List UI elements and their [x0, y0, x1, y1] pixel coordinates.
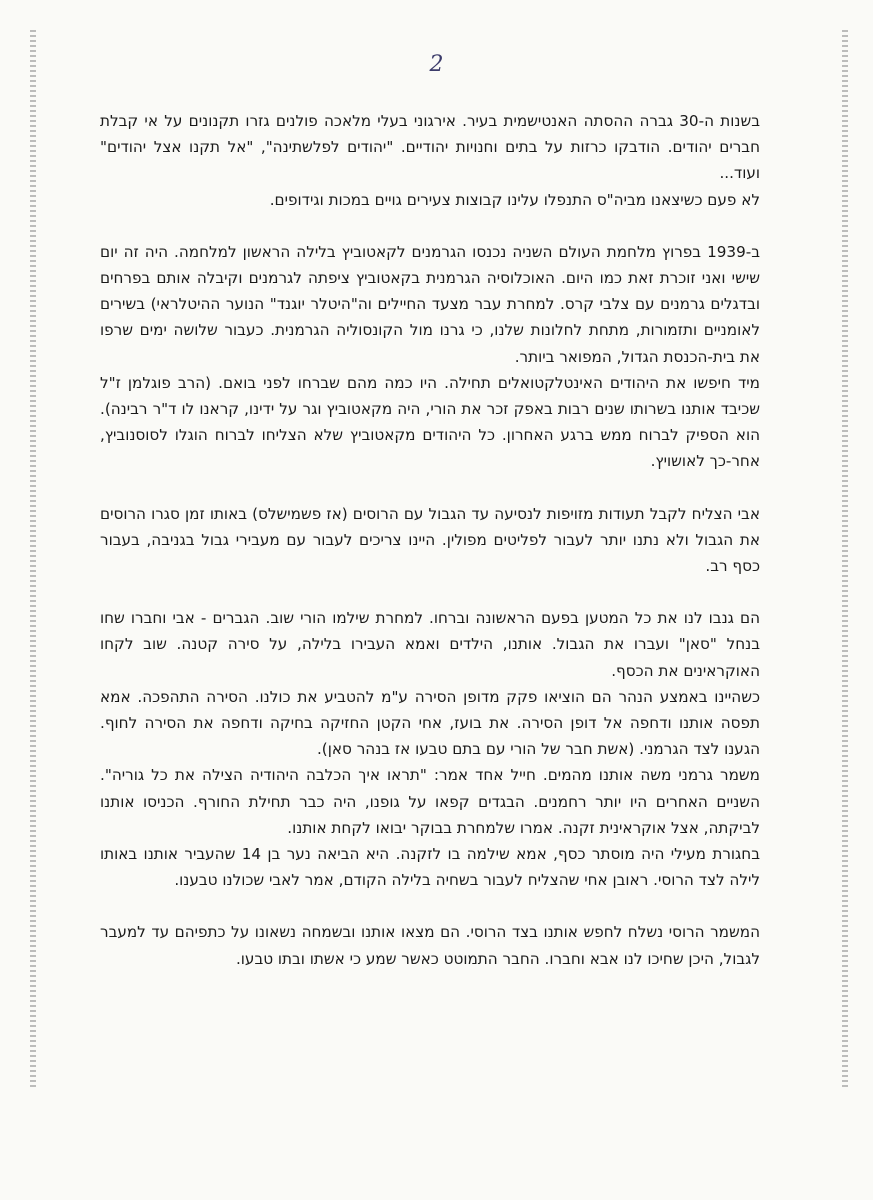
paragraph: אבי הצליח לקבל תעודות מזויפות לנסיעה עד הגבול עם הרוסים (אז פשמישלס) באותו זמן סגרו הרוסים את הגבול ולא נתנו יותר לעבור לפליטים מפולין. היינו צריכים לעבור עם מעבירי גבול בגניבה, בעבור כסף רב. [100, 504, 760, 576]
paragraph: מיד חיפשו את היהודים האינטלקטואלים תחילה. היו כמה מהם שברחו לפני בואם. (הרב פוגלמן ז"ל שכיבד אותנו בשרותו שנים רבות באפק זכר את הורי, היה מקאטוביץ וגר על ידינו, קראנו לו ד"ר רבינה). הוא הספיק לברוח ממש ברגע האחרון. כל היהודים מקאטוביץ שלא הצליחו לברוח הוגלו לסוסנוביץ, אחר-כך לאושויץ. [100, 373, 760, 471]
paragraph: לא פעם כשיצאנו מביה"ס התנפלו עלינו קבוצות צעירים גויים במכות וגידופים. [269, 190, 760, 209]
paragraph-gap [100, 213, 760, 239]
paragraph: בחגורת מעילי היה מוסתר כסף, אמא שילמה בו לזקנה. היא הביאה נער בן 14 שהעביר אותנו באותו לילה לצד הרוסי. ראובן אחי שהצליח לעבור בשחיה בלילה הקודם, אמר לאבי שכולנו טבענו. [100, 845, 760, 890]
paragraph-gap [100, 475, 760, 501]
paragraph: משמר גרמני משה אותנו מהמים. חייל אחד אמר: "תראו איך הכלבה היהודיה הצילה את כל גוריה". השניים האחרים היו יותר רחמנים. הבגדים קפאו על גופנו, היה כבר תחילת החורף. הכניסו אותנו לביקתה, אצל אוקראינית זקנה. אמרו שלמחרת בבוקר יבואו לקחת אותנו. [100, 766, 760, 837]
document-body [100, 108, 760, 972]
paragraph-gap [100, 579, 760, 605]
paragraph: בשנות ה-30 גברה ההסתה האנטישמית בעיר. אירגוני בעלי מלאכה פולנים גזרו תקנונים על אי קבלת חברים יהודים. הודבקו כרזות על בתים וחנויות יהודיים. "יהודים לפלשתינה", "אל תקנו אצל יהודים" ועוד... [100, 112, 760, 183]
paragraph: הם גנבו לנו את כל המטען בפעם הראשונה וברחו. למחרת שילמו הורי שוב. הגברים - אבי וחברו שחו בנחל "סאן" ועברו את הגבול. אותנו, הילדים ואמא העבירו בלילה, על סירה קטנה. שוב לקחו האוקראינים את הכסף. [100, 609, 760, 680]
paragraph: ב-1939 בפרוץ מלחמת העולם השניה נכנסו הגרמנים לקאטוביץ בלילה הראשון למלחמה. היה זה יום שישי ואני זוכרת זאת כמו היום. האוכלוסיה הגרמנית בקאטוביץ ציפתה לגרמנים וקיבלה אותם בפרחים ובדגלים גרמנים עם צלבי קרס. למחרת עבר מצעד החיילים וה"היטלר יוגנד" הנוער ההיטלראי) בשירים לאומניים ותזמורות, מתחת לחלונות שלנו, כי גרנו מול הקונסוליה הגרמנית. כעבור שלושה ימים שרפו את בית-הכנסת הגדול, המפואר ביותר. [100, 242, 760, 366]
paragraph-gap [100, 893, 760, 919]
left-decorative-border [30, 30, 36, 1090]
paragraph: המשמר הרוסי נשלח לחפש אותנו בצד הרוסי. הם מצאו אותנו ובשמחה נשאונו על כתפיהם עד למעבר לגבול, היכן שחיכו לנו אבא וחברו. החבר התמוטט כאשר שמע כי אשתו ובתו טבעו. [100, 923, 760, 968]
right-decorative-border [842, 30, 848, 1090]
page-number: 2 [429, 52, 444, 77]
paragraph: כשהיינו באמצע הנהר הם הוציאו פקק מדופן הסירה ע"מ להטביע את כולנו. הסירה התהפכה. אמא תפסה אותנו ודחפה אל דופן הסירה. את בועז, אחי הקטן החזיקה בחיקה ודחפה את הסירה לחוף. הגענו לצד הגרמני. (אשת חבר של הורי עם בתם טבעו אז בנהר סאן). [100, 687, 760, 759]
